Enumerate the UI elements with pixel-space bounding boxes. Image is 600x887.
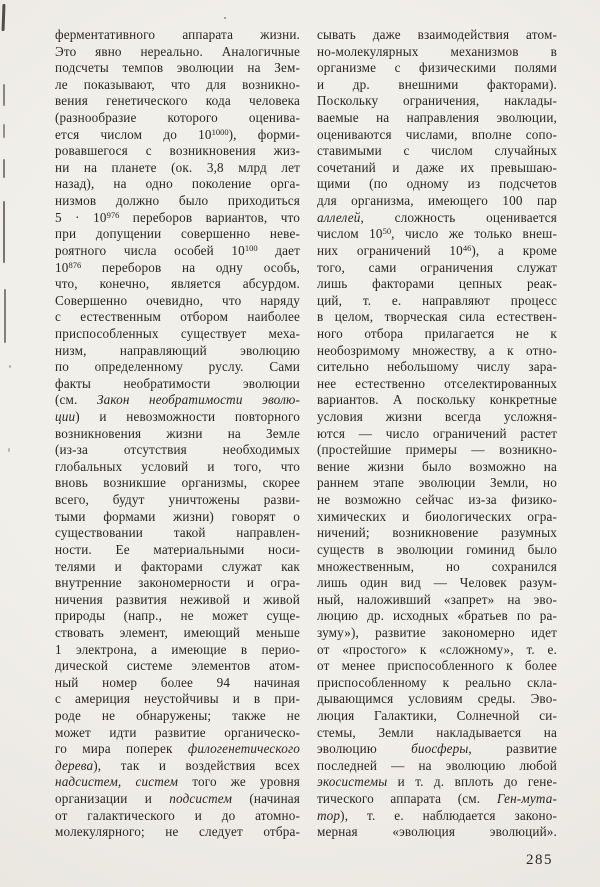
text-segment: множественным, но сохранился (317, 558, 557, 574)
text-line (317, 376, 557, 393)
text-line (55, 725, 300, 742)
text-line (317, 509, 557, 526)
text-segment: ферментативного аппарата жизни. (55, 27, 300, 42)
text-segment: вариантов. А поскольку конкретные (317, 392, 557, 408)
text-segment: 10 (55, 259, 69, 275)
text-segment: Ген-мута- (496, 791, 557, 807)
text-segment: (начиная (232, 791, 300, 807)
text-segment: с америция неустойчивы и в при- (55, 691, 300, 707)
text-segment: низмов должно было приходиться (55, 193, 300, 209)
text-line (317, 492, 557, 509)
text-segment: раннем этапе эволюции Земли, но (317, 475, 557, 491)
text-line (55, 392, 300, 409)
scan-edge-mark (2, 4, 6, 31)
text-line (55, 226, 300, 243)
text-segment: ваемые на направления эволюции, (317, 110, 557, 126)
text-segment: ставимыми с числом случайных (317, 143, 557, 159)
text-segment: химических и биологических огра- (317, 508, 557, 524)
text-segment: от «простого» к «сложному», т. е. (317, 641, 557, 657)
text-segment: что, конечно, является абсурдом. (55, 276, 300, 292)
text-segment: назад), на одно поколение орга- (55, 176, 300, 192)
text-line (317, 708, 557, 725)
text-line (55, 774, 300, 791)
text-segment: ), так и воздействия всех (93, 757, 300, 773)
text-segment: ничения развития неживой и живой (55, 591, 300, 607)
text-line (317, 243, 557, 260)
text-line (55, 475, 300, 492)
text-line (55, 293, 300, 310)
text-line (55, 791, 300, 808)
text-line (55, 326, 300, 343)
text-line (317, 276, 557, 293)
text-segment: Совершенно очевидно, что наряду (55, 292, 300, 308)
text-line (317, 774, 557, 791)
text-line (55, 542, 300, 559)
text-segment: может идти развитие органическо- (55, 724, 300, 740)
text-line (317, 176, 557, 193)
text-segment: тор (317, 807, 341, 823)
text-segment: ни на планете (ок. 3,8 млрд лет (55, 159, 300, 175)
text-segment: Закон необратимости эволю- (96, 392, 300, 408)
text-line (55, 442, 300, 459)
text-line (55, 808, 300, 825)
text-line (317, 725, 557, 742)
text-segment: организации и (55, 791, 170, 807)
text-line (317, 592, 557, 609)
text-segment: ется числом до 10 (55, 126, 212, 142)
text-segment: тыми формами жизни) говорят о (55, 508, 300, 524)
text-segment: не возможно сейчас из-за физико- (317, 492, 557, 508)
text-segment: подсчеты темпов эволюции на Зем- (55, 60, 300, 76)
scan-edge-mark (3, 124, 5, 138)
text-segment: для организма, имеющего 100 пар (317, 193, 557, 209)
text-line (55, 492, 300, 509)
text-segment: стемы, Земли накладывается на (317, 724, 557, 740)
text-segment: ности. Ее материальными носи- (55, 541, 300, 557)
text-line (55, 691, 300, 708)
text-line (55, 824, 300, 841)
text-line (317, 226, 557, 243)
text-segment: приспособленному к реально скла- (317, 674, 557, 690)
text-segment: 5 · 10 (55, 209, 107, 225)
text-segment: переборов на одну особь, (81, 259, 300, 275)
text-segment: них ограничений 10 (317, 242, 463, 258)
text-line (317, 293, 557, 310)
text-segment: го мира поперек (55, 741, 188, 757)
text-line (317, 475, 557, 492)
text-line (55, 675, 300, 692)
text-segment: глобальных условий и того, что (55, 458, 300, 474)
text-segment: низм, направляющий эволюцию (55, 342, 300, 358)
text-line (317, 77, 557, 94)
text-segment: , развитие (468, 741, 557, 757)
text-segment: факты необратимости эволюции (55, 375, 300, 391)
text-line (317, 575, 557, 592)
text-segment: внутренние закономерности и огра- (55, 575, 300, 591)
text-line (55, 143, 300, 160)
text-segment: возникновения жизни на Земле (55, 425, 300, 441)
text-segment: необозримому множеству, а к отно- (317, 342, 557, 358)
scan-edge-mark (3, 201, 5, 263)
text-segment: лишь один вид — Человек разум- (317, 575, 557, 591)
text-segment: 1 электрона, а имеющие в перио- (55, 641, 300, 657)
text-segment: ций, т. е. направляют процесс (317, 292, 557, 308)
text-line (55, 592, 300, 609)
text-line (55, 44, 300, 61)
text-line (55, 426, 300, 443)
page-number: 285 (526, 852, 553, 868)
text-line (55, 625, 300, 642)
text-line (317, 442, 557, 459)
text-line (317, 691, 557, 708)
text-segment: люция Галактики, Солнечной си- (317, 707, 557, 723)
text-line (55, 276, 300, 293)
text-line (55, 658, 300, 675)
text-segment: вение жизни было возможно на (317, 458, 557, 474)
text-line (317, 93, 557, 110)
text-segment: от галактического и до атомно- (55, 807, 300, 823)
text-line (317, 60, 557, 77)
text-segment: приспособленных существует меха- (55, 325, 300, 341)
text-segment: 1000 (211, 126, 229, 137)
text-line (317, 525, 557, 542)
text-segment: ) и невозможности повторного (75, 409, 300, 425)
text-line (317, 193, 557, 210)
text-column-left (55, 27, 300, 841)
text-line (55, 243, 300, 260)
text-line (317, 808, 557, 825)
text-segment: ), а кроме (471, 242, 557, 258)
text-segment: Это явно нереально. Аналогичные (55, 43, 300, 59)
text-segment: дывающимся условиям среды. Эво- (317, 691, 557, 707)
text-segment: тического аппарата (см. (317, 791, 497, 807)
text-line (55, 608, 300, 625)
text-line (55, 27, 300, 44)
text-line (55, 176, 300, 193)
text-segment: надсистем, систем (55, 774, 179, 790)
text-segment: ствовать элемент, имеющий меньше (55, 624, 300, 640)
text-segment: ный, наложивший «запрет» на эво- (317, 591, 557, 607)
text-segment: но-молекулярных механизмов в (317, 43, 557, 59)
text-line (317, 542, 557, 559)
text-segment: молекулярного; не следует отбра- (55, 824, 300, 840)
text-segment: биосферы (411, 741, 469, 757)
text-segment: ного отбора прилагается не к (317, 325, 557, 341)
text-segment: зуму»), развитие закономерно идет (317, 624, 557, 640)
text-line (317, 343, 557, 360)
text-segment: филогенетического (187, 741, 300, 757)
text-segment: , число же только внеш- (391, 226, 557, 242)
text-segment: с естественным отбором наиболее (55, 309, 300, 325)
text-line (317, 260, 557, 277)
text-line (317, 160, 557, 177)
text-segment: телями и факторами служат как (55, 558, 300, 574)
text-line (317, 675, 557, 692)
text-segment: лишь факторами цепных реак- (317, 276, 557, 292)
text-line (317, 27, 557, 44)
text-segment: организме с физическими полями (317, 60, 557, 76)
text-segment: ничений; возникновение разумных (317, 525, 557, 541)
text-segment: сочетаний и даже их превышаю- (317, 159, 557, 175)
text-line (317, 824, 557, 841)
text-segment: того же уровня (178, 774, 300, 790)
scan-speck (224, 17, 226, 19)
text-line (317, 409, 557, 426)
text-line (317, 210, 557, 227)
text-line (55, 559, 300, 576)
text-segment: (см. (55, 392, 97, 408)
text-line (317, 741, 557, 758)
text-line (317, 625, 557, 642)
text-line (55, 77, 300, 94)
scan-edge-mark (3, 159, 5, 178)
text-line (317, 44, 557, 61)
text-line (317, 426, 557, 443)
text-segment: существ в эволюции гоминид было (317, 541, 557, 557)
text-segment: и т. д. вплоть до гене- (387, 774, 557, 790)
text-segment: существовании такой направлен- (55, 525, 300, 541)
text-segment: всего, будут уничтожены разви- (55, 492, 300, 508)
text-line (55, 309, 300, 326)
text-segment: последней — на эволюцию любой (317, 757, 557, 773)
text-line (317, 608, 557, 625)
text-segment: и др. внешними факторами). (317, 76, 557, 92)
text-line (317, 642, 557, 659)
text-line (317, 359, 557, 376)
text-segment: при допущении совершенно неве- (55, 226, 300, 242)
text-segment: от менее приспособленного к более (317, 658, 557, 674)
text-line (55, 260, 300, 277)
text-segment: 46 (462, 242, 472, 253)
scan-edge-mark (3, 84, 5, 106)
text-segment: нее естественно отселектированных (317, 375, 557, 391)
text-line (317, 127, 557, 144)
text-line (317, 791, 557, 808)
text-columns (55, 27, 557, 841)
text-segment: ), т. е. наблюдается законо- (340, 807, 557, 823)
text-segment: 876 (68, 259, 82, 270)
text-line (55, 343, 300, 360)
text-segment: числом 10 (317, 226, 383, 242)
text-line (55, 359, 300, 376)
text-line (55, 642, 300, 659)
text-segment: подсистем (169, 791, 233, 807)
text-segment: щими (по одному из подсчетов (317, 176, 557, 192)
text-line (55, 60, 300, 77)
text-segment: (разнообразие которого оценива- (55, 110, 300, 126)
text-segment: ле показывают, что для возникно- (55, 76, 300, 92)
text-segment: (из-за отсутствия необходимых (55, 442, 300, 458)
text-line (317, 326, 557, 343)
text-line (317, 309, 557, 326)
text-segment: роде не обнаружены; также не (55, 707, 300, 723)
scan-edge-mark (4, 289, 6, 343)
scan-edge-mark (9, 365, 11, 368)
text-segment: эволюцию (317, 741, 412, 757)
text-line (55, 741, 300, 758)
text-line (55, 193, 300, 210)
text-segment: ный номер более 94 начиная (55, 674, 300, 690)
text-segment: того, сами ограничения служат (317, 259, 557, 275)
text-segment: роятного числа особей 10 (55, 242, 245, 258)
text-segment: в целом, творческая сила естествен- (317, 309, 557, 325)
text-segment: ровавшегося с возникновения жиз- (55, 143, 300, 159)
scan-edge-mark (8, 448, 10, 452)
text-segment: , сложность оценивается (360, 209, 557, 225)
text-line (317, 658, 557, 675)
text-segment: вения генетического кода человека (55, 93, 300, 109)
text-segment: 976 (106, 209, 120, 220)
text-segment: переборов вариантов, что (119, 209, 300, 225)
text-segment: 50 (382, 226, 392, 237)
text-segment: люцию др. исходных «братьев по ра- (317, 608, 557, 624)
text-line (55, 708, 300, 725)
text-line (317, 143, 557, 160)
text-segment: дает (257, 242, 300, 258)
text-segment: сительно небольшому числу зара- (317, 359, 557, 375)
text-line (55, 160, 300, 177)
text-line (55, 509, 300, 526)
text-segment: ции (55, 409, 76, 425)
text-segment: аллелей (317, 209, 361, 225)
text-segment: ются — число ограничений растет (317, 425, 557, 441)
text-segment: оцениваются числами, вполне сопо- (317, 126, 557, 142)
text-segment: условия жизни всегда усложня- (317, 409, 557, 425)
text-line (55, 575, 300, 592)
text-line (55, 459, 300, 476)
text-line (317, 392, 557, 409)
text-line (317, 459, 557, 476)
text-line (55, 376, 300, 393)
text-segment: Поскольку ограничения, наклады- (317, 93, 557, 109)
text-segment: (простейшие примеры — возникно- (317, 442, 557, 458)
text-line (55, 93, 300, 110)
text-line (317, 758, 557, 775)
text-segment: экосистемы (317, 774, 388, 790)
text-line (55, 127, 300, 144)
text-column-right (317, 27, 557, 841)
text-segment: по определенному руслу. Сами (55, 359, 300, 375)
text-segment: ), форми- (228, 126, 300, 142)
text-segment: природы (напр., не может суще- (55, 608, 300, 624)
text-segment: дической системе элементов атом- (55, 658, 300, 674)
text-segment: мерная «эволюция эволюций». (317, 824, 557, 840)
text-line (55, 525, 300, 542)
text-segment: вновь возникшие организмы, скорее (55, 475, 300, 491)
text-segment: сывать даже взаимодействия атом- (317, 27, 557, 42)
text-line (55, 110, 300, 127)
text-segment: 100 (244, 242, 258, 253)
text-line (55, 758, 300, 775)
text-line (317, 110, 557, 127)
text-line (317, 559, 557, 576)
text-segment: дерева (55, 757, 94, 773)
text-line (55, 409, 300, 426)
text-line (55, 210, 300, 227)
